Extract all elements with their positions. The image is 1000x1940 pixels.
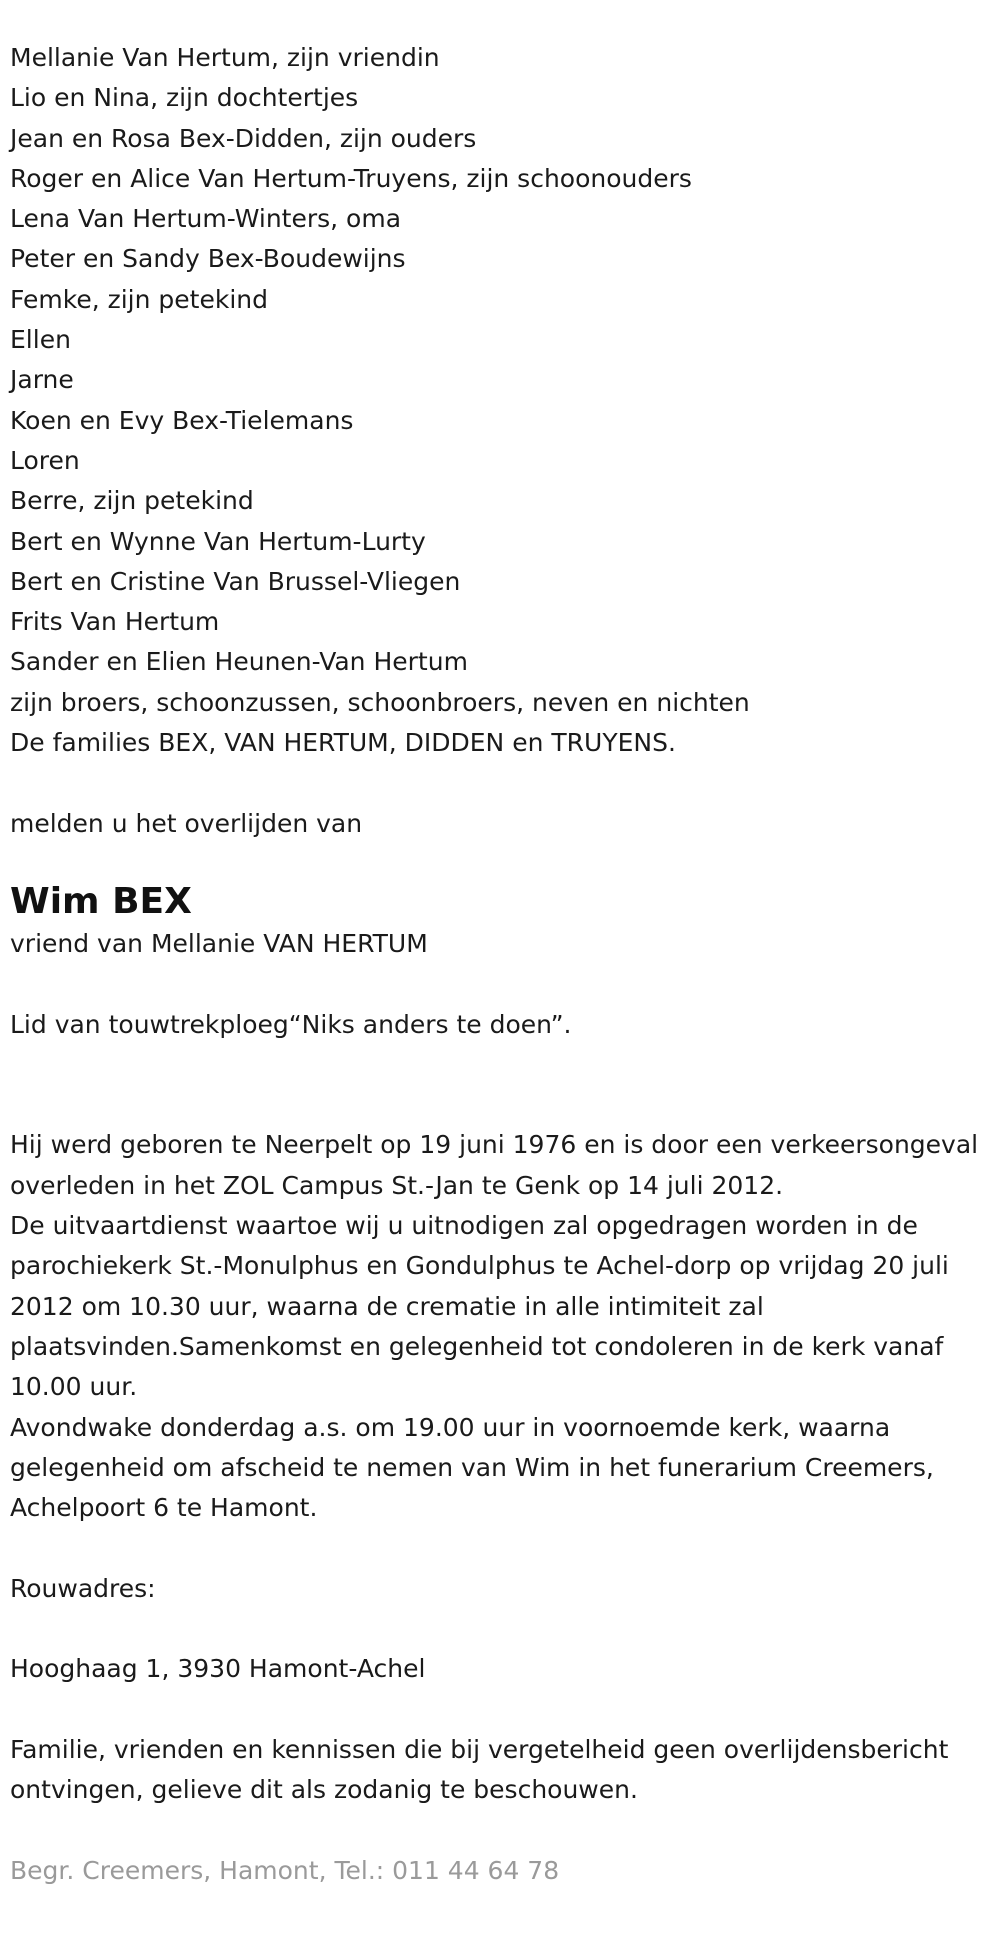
family-line: Jarne bbox=[10, 365, 74, 395]
family-line: Koen en Evy Bex-Tielemans bbox=[10, 405, 354, 435]
family-line: Jean en Rosa Bex-Didden, zijn ouders bbox=[10, 123, 477, 153]
family-line: Femke, zijn petekind bbox=[10, 284, 268, 314]
family-line: Loren bbox=[10, 445, 80, 475]
relation-text: vriend van Mellanie VAN HERTUM bbox=[10, 928, 428, 958]
membership-text: Lid van touwtrekploeg“Niks anders te doen”. bbox=[10, 1009, 572, 1039]
family-line: Sander en Elien Heunen-Van Hertum bbox=[10, 647, 468, 677]
address-label: Rouwadres: bbox=[10, 1573, 156, 1603]
service-paragraph: De uitvaartdienst waartoe wij u uitnodigen zal opgedragen worden in de parochiekerk St.-Monulphus en Gondulphus te Achel-dorp op vrijdag 20 juli 2012 om 10.30 uur, waarna de crematie in alle intimiteit zal plaatsvinden.Samenkomst en gelegenheid tot condoleren in de kerk vanaf 10.00 uur. bbox=[10, 1211, 949, 1402]
family-line: Roger en Alice Van Hertum-Truyens, zijn schoonouders bbox=[10, 163, 692, 193]
family-line: Peter en Sandy Bex-Boudewijns bbox=[10, 244, 406, 274]
wake-paragraph: Avondwake donderdag a.s. om 19.00 uur in voornoemde kerk, waarna gelegenheid om afscheid te nemen van Wim in het funerarium Creemers, Achelpoort 6 te Hamont. bbox=[10, 1412, 934, 1523]
spacer bbox=[10, 1528, 995, 1568]
notice-paragraph: Familie, vrienden en kennissen die bij vergetelheid geen overlijdensbericht ontvingen, gelieve dit als zodanig te beschouwen. bbox=[10, 1734, 949, 1805]
obituary-notice bbox=[10, 38, 995, 1891]
family-line: zijn broers, schoonzussen, schoonbroers, neven en nichten bbox=[10, 687, 750, 717]
family-line: Berre, zijn petekind bbox=[10, 486, 254, 516]
deceased-name: Wim BEX bbox=[10, 880, 192, 922]
spacer bbox=[10, 1810, 995, 1850]
family-line: Mellanie Van Hertum, zijn vriendin bbox=[10, 43, 440, 72]
family-line: Frits Van Hertum bbox=[10, 607, 220, 637]
family-line: De families BEX, VAN HERTUM, DIDDEN en TRUYENS. bbox=[10, 728, 676, 758]
funeral-director-footer: Begr. Creemers, Hamont, Tel.: 011 44 64 78 bbox=[10, 1855, 560, 1885]
family-line: Lio en Nina, zijn dochtertjes bbox=[10, 83, 359, 113]
spacer bbox=[10, 763, 995, 803]
family-list bbox=[10, 38, 995, 763]
family-line: Bert en Wynne Van Hertum-Lurty bbox=[10, 526, 426, 556]
spacer bbox=[10, 1045, 995, 1126]
family-line: Ellen bbox=[10, 325, 71, 355]
spacer bbox=[10, 964, 995, 1004]
family-line: Lena Van Hertum-Winters, oma bbox=[10, 204, 402, 234]
announce-text: melden u het overlijden van bbox=[10, 808, 363, 838]
spacer bbox=[10, 1690, 995, 1730]
address-text: Hooghaag 1, 3930 Hamont-Achel bbox=[10, 1654, 426, 1684]
spacer bbox=[10, 1609, 995, 1649]
spacer bbox=[10, 844, 995, 880]
birth-death-paragraph: Hij werd geboren te Neerpelt op 19 juni 1976 en is door een verkeersongeval overleden in het ZOL Campus St.-Jan te Genk op 14 juli 2012. bbox=[10, 1130, 979, 1200]
family-line: Bert en Cristine Van Brussel-Vliegen bbox=[10, 566, 461, 596]
